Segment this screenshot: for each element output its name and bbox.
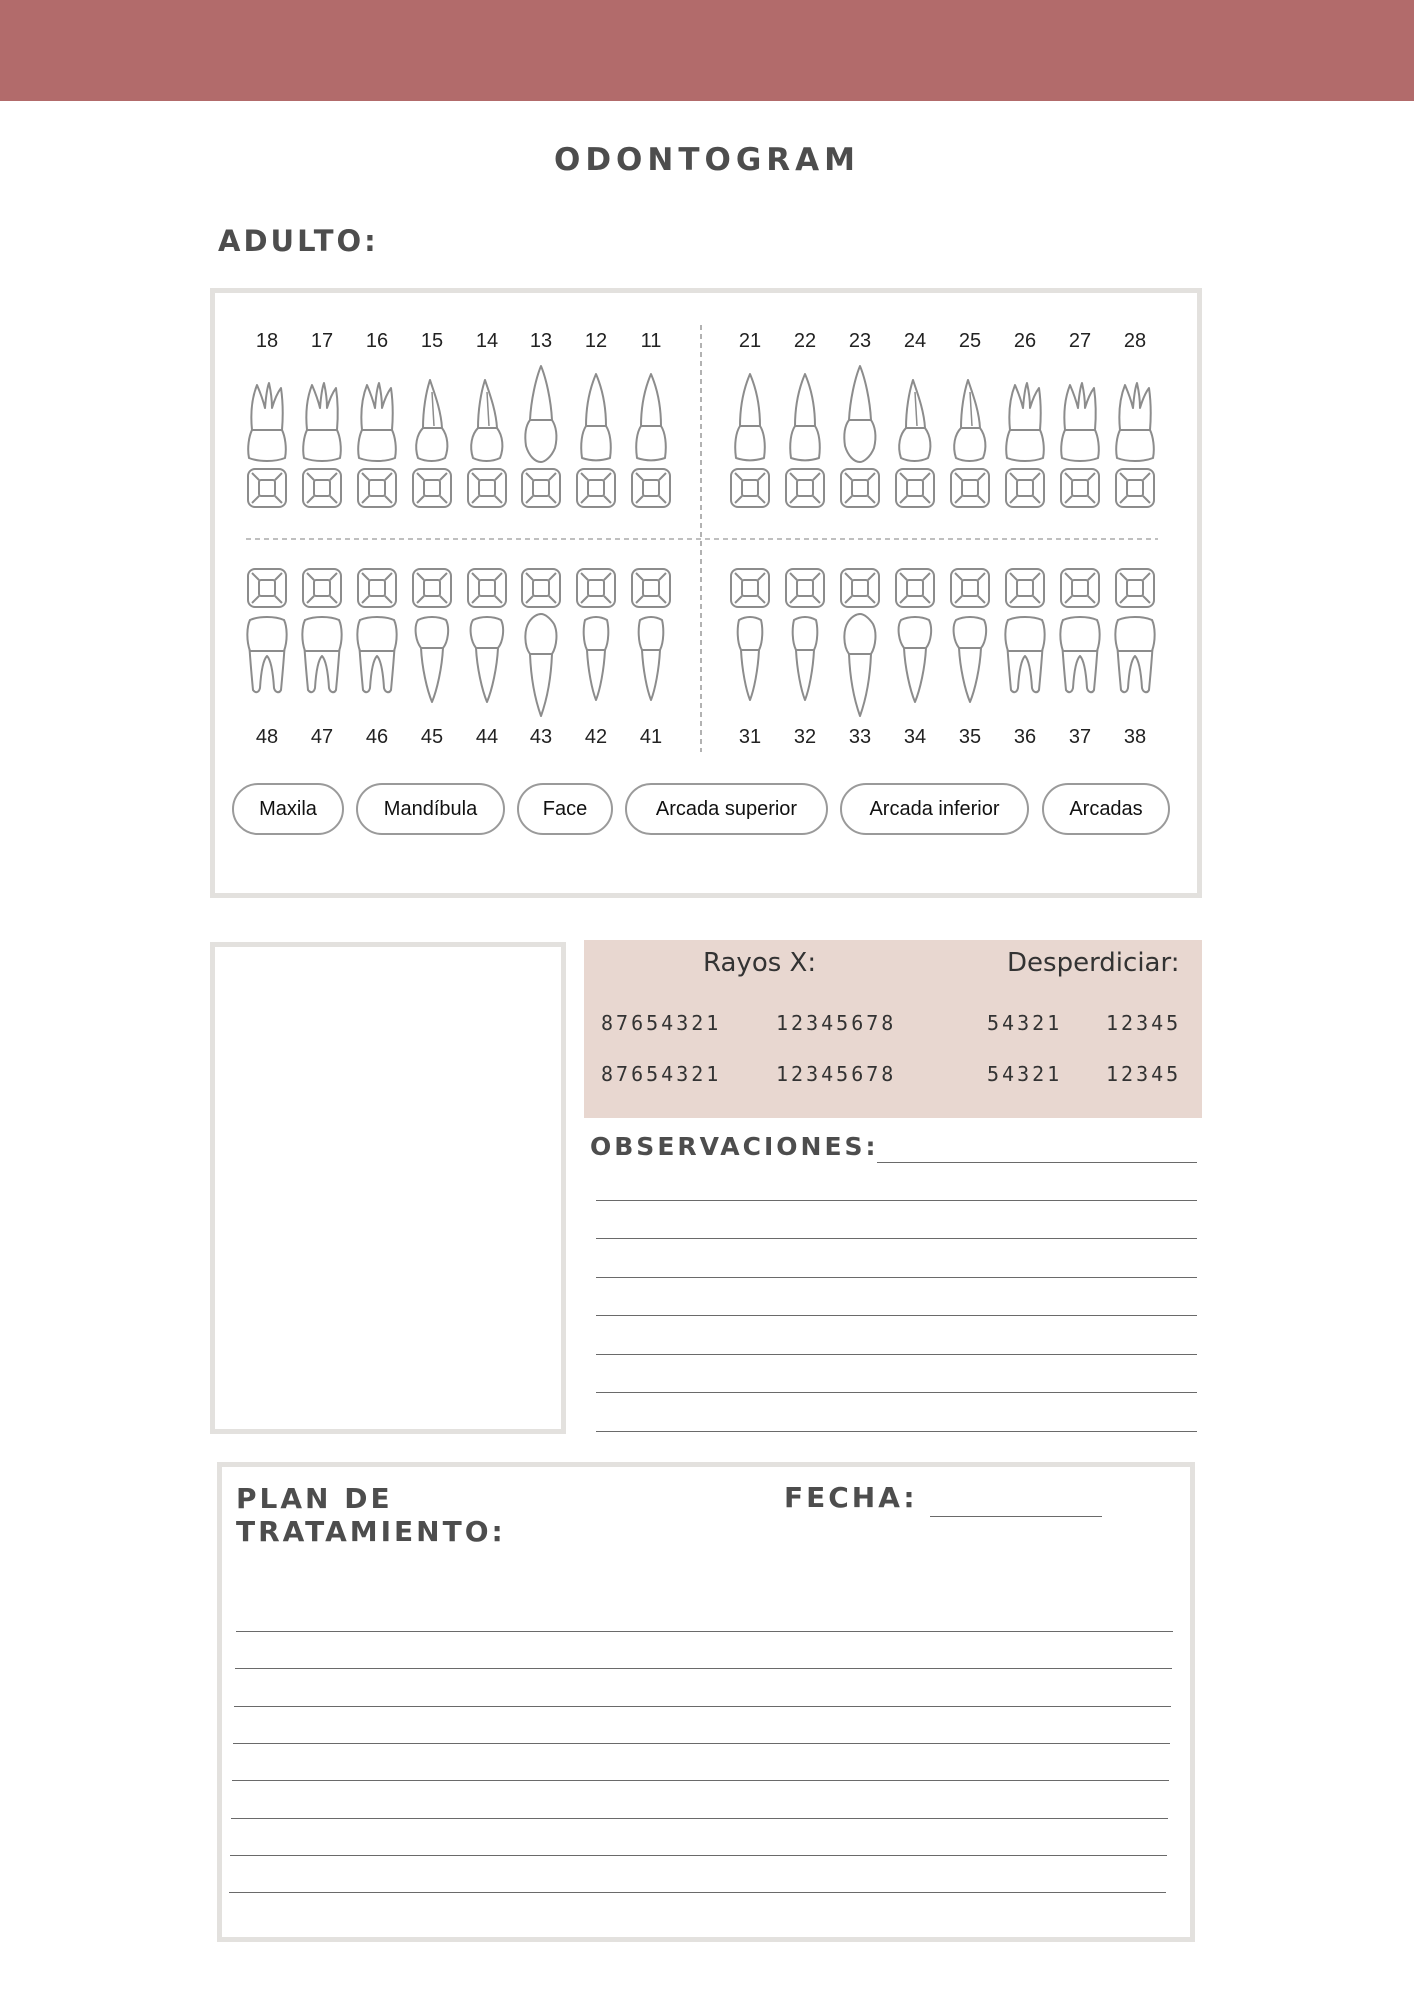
upper-surface-15[interactable] bbox=[413, 469, 451, 507]
upper-tooth-16[interactable] bbox=[358, 383, 396, 461]
fecha-label: FECHA: bbox=[784, 1481, 918, 1514]
arcadas-button[interactable]: Arcadas bbox=[1042, 783, 1170, 835]
lower-surface-37[interactable] bbox=[1061, 569, 1099, 607]
upper-tooth-18[interactable] bbox=[248, 383, 286, 461]
lower-surface-48[interactable] bbox=[248, 569, 286, 607]
lower-surface-34[interactable] bbox=[896, 569, 934, 607]
observaciones-line-2[interactable] bbox=[596, 1277, 1197, 1278]
lower-surface-42[interactable] bbox=[577, 569, 615, 607]
plan-line-4[interactable] bbox=[232, 1780, 1169, 1781]
upper-surface-12[interactable] bbox=[577, 469, 615, 507]
upper-surface-27[interactable] bbox=[1061, 469, 1099, 507]
lower-tooth-38[interactable] bbox=[1115, 617, 1154, 692]
lower-tooth-32[interactable] bbox=[793, 617, 818, 700]
lower-tooth-45[interactable] bbox=[416, 617, 449, 702]
tooth-number-35: 35 bbox=[958, 726, 982, 748]
tooth-number-12: 12 bbox=[584, 330, 608, 352]
plan-line-0[interactable] bbox=[236, 1631, 1173, 1632]
tooth-number-42: 42 bbox=[584, 726, 608, 748]
observaciones-label: OBSERVACIONES: bbox=[590, 1132, 879, 1161]
tooth-number-28: 28 bbox=[1123, 330, 1147, 352]
upper-tooth-12[interactable] bbox=[581, 374, 611, 460]
tooth-number-15: 15 bbox=[420, 330, 444, 352]
tooth-number-38: 38 bbox=[1123, 726, 1147, 748]
upper-tooth-22[interactable] bbox=[790, 374, 820, 460]
rayos-lower-right: 12345678 bbox=[776, 1062, 897, 1086]
tooth-number-33: 33 bbox=[848, 726, 872, 748]
desperdiciar-label: Desperdiciar: bbox=[1007, 948, 1180, 978]
upper-tooth-15[interactable] bbox=[416, 380, 447, 461]
tooth-number-31: 31 bbox=[738, 726, 762, 748]
lower-surface-41[interactable] bbox=[632, 569, 670, 607]
fecha-input-line[interactable] bbox=[930, 1516, 1102, 1517]
lower-tooth-36[interactable] bbox=[1005, 617, 1044, 692]
plan-line-3[interactable] bbox=[233, 1743, 1170, 1744]
lower-surface-46[interactable] bbox=[358, 569, 396, 607]
upper-surface-28[interactable] bbox=[1116, 469, 1154, 507]
rayos-upper-right: 12345678 bbox=[776, 1011, 897, 1035]
lower-tooth-34[interactable] bbox=[899, 617, 932, 702]
observaciones-line-3[interactable] bbox=[596, 1315, 1197, 1316]
observaciones-input-line[interactable] bbox=[877, 1162, 1197, 1163]
upper-surface-24[interactable] bbox=[896, 469, 934, 507]
desp-lower-left: 54321 bbox=[987, 1062, 1063, 1086]
dental-arch-box bbox=[210, 942, 566, 1434]
lower-tooth-35[interactable] bbox=[954, 617, 987, 702]
rayos-upper-left: 87654321 bbox=[601, 1011, 722, 1035]
upper-surface-18[interactable] bbox=[248, 469, 286, 507]
desp-upper-left: 54321 bbox=[987, 1011, 1063, 1035]
tooth-number-24: 24 bbox=[903, 330, 927, 352]
maxila-button[interactable]: Maxila bbox=[232, 783, 344, 835]
desp-upper-right: 12345 bbox=[1106, 1011, 1182, 1035]
tooth-number-48: 48 bbox=[255, 726, 279, 748]
tooth-number-21: 21 bbox=[738, 330, 762, 352]
upper-surface-16[interactable] bbox=[358, 469, 396, 507]
face-button[interactable]: Face bbox=[517, 783, 613, 835]
lower-surface-45[interactable] bbox=[413, 569, 451, 607]
upper-tooth-25[interactable] bbox=[954, 380, 985, 461]
upper-tooth-21[interactable] bbox=[735, 374, 765, 460]
upper-tooth-24[interactable] bbox=[899, 380, 930, 461]
desp-lower-right: 12345 bbox=[1106, 1062, 1182, 1086]
observaciones-line-5[interactable] bbox=[596, 1392, 1197, 1393]
tooth-number-16: 16 bbox=[365, 330, 389, 352]
tooth-number-25: 25 bbox=[958, 330, 982, 352]
tooth-number-23: 23 bbox=[848, 330, 872, 352]
upper-tooth-23[interactable] bbox=[844, 366, 875, 462]
lower-tooth-41[interactable] bbox=[639, 617, 664, 700]
lower-surface-33[interactable] bbox=[841, 569, 879, 607]
tooth-number-18: 18 bbox=[255, 330, 279, 352]
upper-tooth-14[interactable] bbox=[471, 380, 502, 461]
upper-tooth-11[interactable] bbox=[636, 374, 666, 460]
upper-tooth-17[interactable] bbox=[303, 383, 341, 461]
page-title: ODONTOGRAM bbox=[553, 142, 861, 178]
plan-line-6[interactable] bbox=[230, 1855, 1167, 1856]
upper-tooth-13[interactable] bbox=[525, 366, 556, 462]
tooth-number-37: 37 bbox=[1068, 726, 1092, 748]
lower-tooth-43[interactable] bbox=[525, 614, 556, 716]
tooth-number-26: 26 bbox=[1013, 330, 1037, 352]
upper-surface-13[interactable] bbox=[522, 469, 560, 507]
lower-surface-32[interactable] bbox=[786, 569, 824, 607]
tooth-number-14: 14 bbox=[475, 330, 499, 352]
upper-surface-11[interactable] bbox=[632, 469, 670, 507]
lower-tooth-46[interactable] bbox=[357, 617, 396, 692]
lower-surface-47[interactable] bbox=[303, 569, 341, 607]
observaciones-line-6[interactable] bbox=[596, 1431, 1197, 1432]
upper-surface-22[interactable] bbox=[786, 469, 824, 507]
section-title-adulto: ADULTO: bbox=[218, 224, 379, 258]
plan-line-7[interactable] bbox=[229, 1892, 1166, 1893]
lower-surface-36[interactable] bbox=[1006, 569, 1044, 607]
lower-tooth-31[interactable] bbox=[738, 617, 763, 700]
upper-surface-17[interactable] bbox=[303, 469, 341, 507]
lower-surface-44[interactable] bbox=[468, 569, 506, 607]
lower-tooth-44[interactable] bbox=[471, 617, 504, 702]
observaciones-line-4[interactable] bbox=[596, 1354, 1197, 1355]
tooth-number-11: 11 bbox=[640, 330, 662, 352]
tooth-number-43: 43 bbox=[529, 726, 553, 748]
tooth-number-22: 22 bbox=[793, 330, 817, 352]
tooth-number-27: 27 bbox=[1068, 330, 1092, 352]
upper-surface-21[interactable] bbox=[731, 469, 769, 507]
mandibula-button[interactable]: Mandíbula bbox=[356, 783, 505, 835]
lower-tooth-48[interactable] bbox=[247, 617, 286, 692]
observaciones-line-0[interactable] bbox=[596, 1200, 1197, 1201]
lower-surface-31[interactable] bbox=[731, 569, 769, 607]
upper-surface-26[interactable] bbox=[1006, 469, 1044, 507]
upper-surface-25[interactable] bbox=[951, 469, 989, 507]
plan-label: PLAN DE TRATAMIENTO: bbox=[236, 1482, 506, 1548]
tooth-number-17: 17 bbox=[310, 330, 334, 352]
lower-surface-38[interactable] bbox=[1116, 569, 1154, 607]
rayos-x-label: Rayos X: bbox=[703, 948, 817, 978]
lower-tooth-37[interactable] bbox=[1060, 617, 1099, 692]
tooth-number-36: 36 bbox=[1013, 726, 1037, 748]
rayos-lower-left: 87654321 bbox=[601, 1062, 722, 1086]
upper-surface-14[interactable] bbox=[468, 469, 506, 507]
tooth-number-45: 45 bbox=[420, 726, 444, 748]
tooth-number-32: 32 bbox=[793, 726, 817, 748]
upper-tooth-26[interactable] bbox=[1006, 383, 1044, 461]
tooth-number-13: 13 bbox=[529, 330, 553, 352]
lower-tooth-33[interactable] bbox=[844, 614, 875, 716]
upper-tooth-28[interactable] bbox=[1116, 383, 1154, 461]
arcada-superior-button[interactable]: Arcada superior bbox=[625, 783, 828, 835]
tooth-number-44: 44 bbox=[475, 726, 499, 748]
arcada-inferior-button[interactable]: Arcada inferior bbox=[840, 783, 1029, 835]
lower-tooth-42[interactable] bbox=[584, 617, 609, 700]
tooth-number-47: 47 bbox=[310, 726, 334, 748]
plan-line-5[interactable] bbox=[231, 1818, 1168, 1819]
observaciones-line-1[interactable] bbox=[596, 1238, 1197, 1239]
plan-line-1[interactable] bbox=[235, 1668, 1172, 1669]
tooth-number-41: 41 bbox=[639, 726, 663, 748]
tooth-number-46: 46 bbox=[365, 726, 389, 748]
tooth-number-34: 34 bbox=[903, 726, 927, 748]
plan-line-2[interactable] bbox=[234, 1706, 1171, 1707]
upper-surface-23[interactable] bbox=[841, 469, 879, 507]
lower-surface-43[interactable] bbox=[522, 569, 560, 607]
upper-tooth-27[interactable] bbox=[1061, 383, 1099, 461]
lower-surface-35[interactable] bbox=[951, 569, 989, 607]
lower-tooth-47[interactable] bbox=[302, 617, 341, 692]
